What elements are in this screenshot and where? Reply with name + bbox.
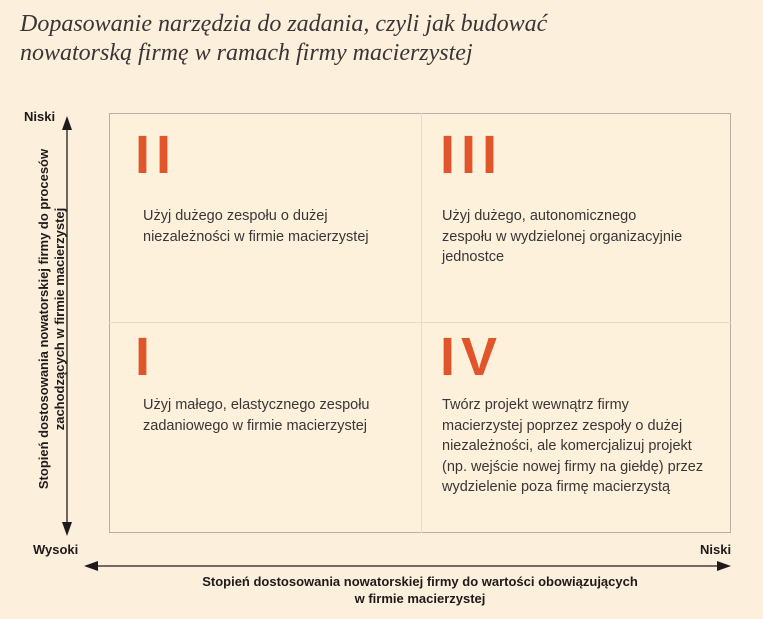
x-axis-title-line: Stopień dostosowania nowatorskiej firmy do wartości obowiązujących: [202, 574, 638, 589]
y-axis-title: [36, 119, 68, 519]
quadrant-top-right-line: jednostce: [442, 249, 505, 265]
title-line-1: Dopasowanie narzędzia do zadania, czyli jak budować: [20, 11, 548, 37]
x-axis-right-label: Niski: [700, 542, 732, 557]
quadrant-bottom-right-numeral: IV: [440, 327, 504, 387]
quadrant-top-left-line: niezależności w firmie macierzystej: [143, 228, 369, 245]
quadrant-bottom-right-line: (np. wejście nowej firmy na giełdę) przez: [442, 458, 704, 475]
x-axis-title-line: w firmie macierzystej: [354, 591, 486, 606]
quadrant-top-right-numeral: III: [440, 125, 504, 185]
x-axis-arrowhead-right: [717, 561, 731, 571]
quadrant-bottom-right-line: macierzystej poprzez zespoły o dużej: [442, 417, 683, 434]
quadrant-top-right-line: zespołu w wydzielonej organizacyjnie: [442, 228, 683, 245]
quadrant-top-right-line: Użyj dużego, autonomicznego: [442, 208, 637, 224]
x-axis-title: [150, 573, 690, 607]
y-axis-arrowhead-bottom: [62, 522, 72, 536]
x-axis-arrowhead-left: [84, 561, 98, 571]
y-axis-title-line: Stopień dostosowania nowatorskiej firmy do procesów: [36, 148, 51, 490]
quadrant-top-left-numeral: II: [135, 125, 178, 185]
y-axis-top-label: Niski: [24, 109, 56, 124]
quadrant-bottom-right-line: niezależności, ale komercjalizuj projekt: [442, 438, 692, 454]
quadrant-top-left-line: Użyj dużego zespołu o dużej: [143, 208, 328, 224]
quadrant-bottom-right-line: Twórz projekt wewnątrz firmy: [442, 397, 629, 413]
y-axis-bottom-label: Wysoki: [33, 542, 79, 557]
quadrant-bottom-left-line: zadaniowego w firmie macierzystej: [143, 417, 368, 434]
quadrant-bottom-left-line: Użyj małego, elastycznego zespołu: [143, 397, 370, 413]
quadrant-bottom-right-line: wydzielenie poza firmę macierzystą: [442, 479, 671, 495]
title-line-2: nowatorską firmę w ramach firmy macierzystej: [20, 40, 473, 66]
y-axis-title-line: zachodzących w firmie macierzystej: [52, 207, 67, 431]
quadrant-bottom-left-numeral: I: [135, 327, 157, 387]
